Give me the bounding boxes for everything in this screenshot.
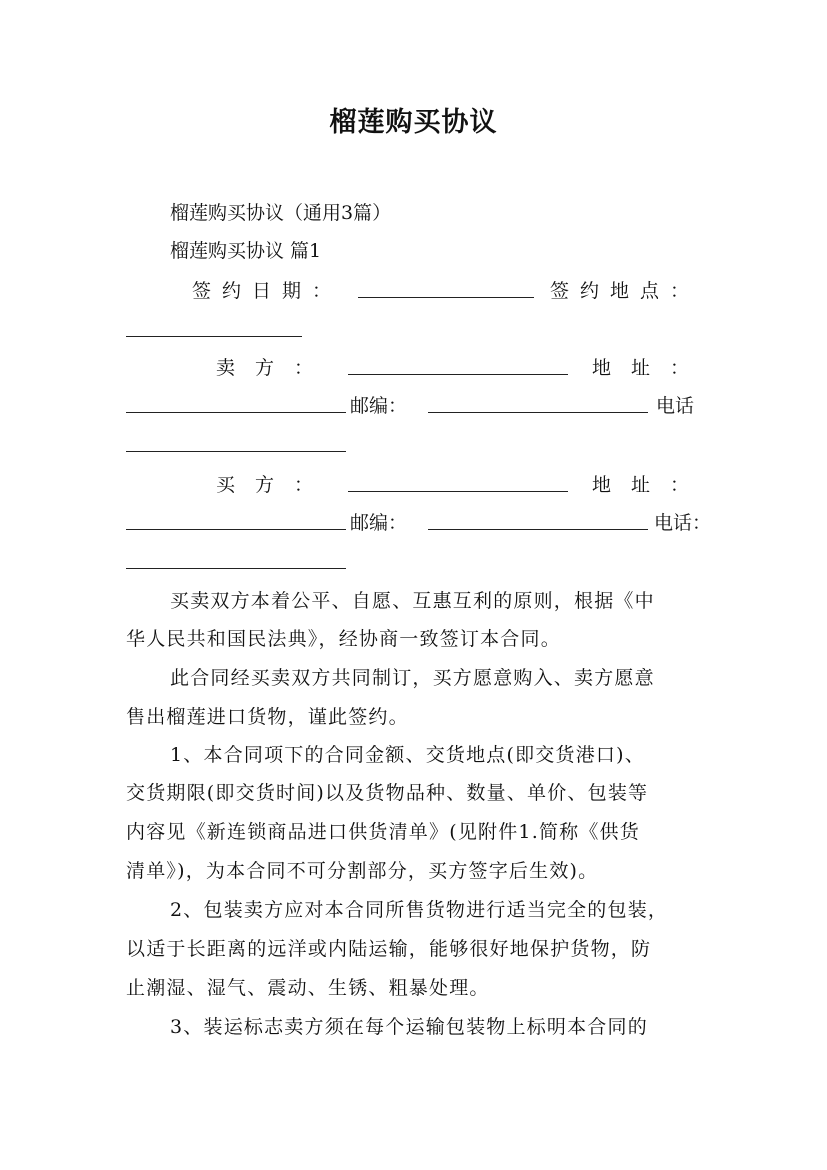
seller-phone-label: 电话 xyxy=(656,395,695,417)
part-heading: 榴莲购买协议 篇1 xyxy=(170,240,322,262)
paragraph-line: 售出榴莲进口货物，谨此签约。 xyxy=(126,706,409,728)
seller-label: 卖方： xyxy=(216,357,334,379)
buyer-address-blank xyxy=(126,511,346,530)
paragraph-line: 清单》)，为本合同不可分割部分，买方签字后生效)。 xyxy=(126,860,599,882)
buyer-postcode-blank xyxy=(428,511,648,530)
seller-address-blank xyxy=(126,394,346,413)
buyer-phone-blank xyxy=(126,550,346,569)
seller-address-label: 地址： xyxy=(592,357,710,379)
seller-name-blank xyxy=(348,356,568,375)
seller-phone-blank xyxy=(126,433,346,452)
sign-date-blank xyxy=(358,279,534,298)
seller-postcode-blank xyxy=(428,394,648,413)
paragraph-line: 交货期限(即交货时间)以及货物品种、数量、单价、包装等 xyxy=(126,782,649,804)
document-subtitle: 榴莲购买协议（通用3篇） xyxy=(170,202,392,224)
paragraph-line: 以适于长距离的远洋或内陆运输，能够很好地保护货物，防 xyxy=(126,938,652,960)
buyer-name-blank xyxy=(348,473,568,492)
paragraph-line: 华人民共和国民法典》，经协商一致签订本合同。 xyxy=(126,628,561,650)
paragraph-line: 内容见《新连锁商品进口供货清单》(见附件1.简称《供货 xyxy=(126,821,640,843)
buyer-address-label: 地址： xyxy=(592,474,710,496)
sign-place-blank xyxy=(126,318,302,337)
sign-date-label: 签约日期： xyxy=(192,280,343,302)
paragraph-line: 3、装运标志卖方须在每个运输包装物上标明本合同的 xyxy=(170,1016,648,1038)
paragraph-line: 止潮湿、湿气、震动、生锈、粗暴处理。 xyxy=(126,977,490,999)
paragraph-line: 此合同经买卖双方共同制订，买方愿意购入、卖方愿意 xyxy=(170,667,655,689)
paragraph-line: 1、本合同项下的合同金额、交货地点(即交货港口)、 xyxy=(170,744,645,766)
paragraph-line: 2、包装卖方应对本合同所售货物进行适当完全的包装， xyxy=(170,899,669,921)
paragraph-line: 买卖双方本着公平、自愿、互惠互利的原则，根据《中 xyxy=(170,590,655,612)
sign-place-label: 签约地点： xyxy=(550,280,701,302)
buyer-postcode-label: 邮编： xyxy=(350,512,408,534)
document-title: 榴莲购买协议 xyxy=(329,107,498,138)
buyer-label: 买方： xyxy=(216,474,334,496)
buyer-phone-label: 电话： xyxy=(654,512,712,534)
seller-postcode-label: 邮编： xyxy=(350,395,408,417)
